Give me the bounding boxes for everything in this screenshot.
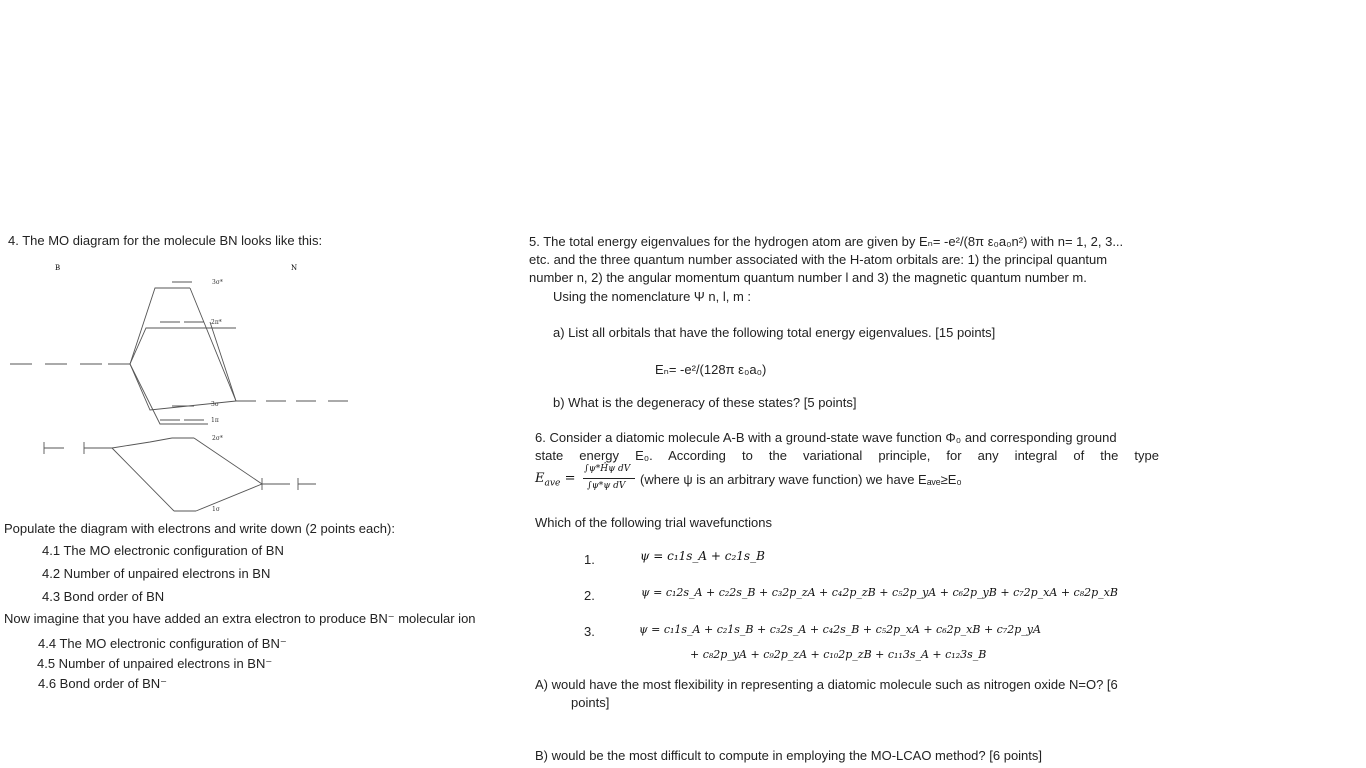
q6-line-1: 6. Consider a diatomic molecule A-B with a ground-state wave function Φ₀ and corresponding ground bbox=[535, 430, 1117, 445]
label-1pi: 1π bbox=[211, 417, 219, 424]
label-3sigma-star: 3σ* bbox=[212, 279, 223, 286]
q4-title: 4. The MO diagram for the molecule BN looks like this: bbox=[8, 233, 323, 248]
atom-label-left: B bbox=[55, 264, 61, 272]
q5-line-2: etc. and the three quantum number associated with the H-atom orbitals are: 1) the principal quantum bbox=[529, 252, 1108, 267]
q4-item-1: 4.1 The MO electronic configuration of BN bbox=[42, 543, 284, 558]
q4-item-3: 4.3 Bond order of BN bbox=[42, 589, 165, 604]
q5-part-b: b) What is the degeneracy of these states? [5 points] bbox=[553, 395, 857, 410]
q5-line-3: number n, 2) the angular momentum quantum number l and 3) the magnetic quantum number m. bbox=[529, 270, 1087, 285]
q5-part-a: a) List all orbitals that have the following total energy eigenvalues. [15 points] bbox=[553, 325, 996, 340]
label-3sigma: 3σ bbox=[211, 401, 219, 408]
mo-diagram bbox=[0, 258, 360, 518]
eave-lhs: E bbox=[535, 471, 545, 486]
q4-item-6: 4.6 Bond order of BN⁻ bbox=[38, 676, 167, 691]
eave-numerator: ∫ψ*Ĥψ dV bbox=[584, 464, 631, 474]
q6-part-A-cont: points] bbox=[571, 695, 610, 710]
trial-2-num: 2. bbox=[584, 588, 595, 603]
trial-3-eq: ψ = c₁1s_A + c₂1s_B + c₃2s_A + c₄2s_B + c₅2p_xA + c₆2p_xB + c₇2p_yA bbox=[639, 623, 1041, 636]
trial-1-eq: ψ = c₁1s_A + c₂1s_B bbox=[640, 549, 765, 563]
q5-line-1: 5. The total energy eigenvalues for the hydrogen atom are given by Eₙ= -e²/(8π ε₀a₀n²) with n= 1, 2, 3... bbox=[529, 234, 1124, 249]
trial-2-eq: ψ = c₁2s_A + c₂2s_B + c₃2p_zA + c₄2p_zB + c₅2p_yA + c₆2p_yB + c₇2p_xA + c₈2p_xB bbox=[641, 586, 1118, 599]
q4-populate: Populate the diagram with electrons and write down (2 points each): bbox=[4, 521, 395, 536]
trial-3-num: 3. bbox=[584, 624, 595, 639]
q6-part-A: A) would have the most flexibility in representing a diatomic molecule such as nitrogen oxide N=O? [6 bbox=[535, 677, 1118, 692]
label-2pi-star: 2π* bbox=[211, 319, 222, 326]
label-1sigma: 1σ bbox=[212, 506, 220, 513]
q6-which: Which of the following trial wavefunctions bbox=[535, 515, 773, 530]
q5-nomenclature: Using the nomenclature Ψ n, l, m : bbox=[553, 289, 752, 304]
q5-energy: Eₙ= -e²/(128π ε₀a₀) bbox=[655, 362, 767, 377]
q4-item-4: 4.4 The MO electronic configuration of BN⁻ bbox=[38, 636, 287, 651]
label-2sigma-star: 2σ* bbox=[212, 435, 223, 442]
q6-part-B: B) would be the most difficult to compute in employing the MO-LCAO method? [6 points] bbox=[535, 748, 1043, 763]
trial-3-eq-cont: + c₈2p_yA + c₉2p_zA + c₁₀2p_zB + c₁₁3s_A + c₁₂3s_B bbox=[690, 648, 987, 661]
eave-denominator: ∫ψ*ψ dV bbox=[587, 481, 626, 491]
q4-item-5: 4.5 Number of unpaired electrons in BN⁻ bbox=[37, 656, 273, 671]
fraction-bar bbox=[583, 478, 635, 479]
q4-ion-prompt: Now imagine that you have added an extra electron to produce BN⁻ molecular ion bbox=[4, 611, 476, 626]
q6-line-2: state energy E₀. According to the variational principle, for any integral of the type bbox=[535, 448, 1159, 463]
diagram-lines bbox=[10, 282, 348, 511]
eave-sub: ave bbox=[544, 478, 561, 489]
eave-formula: $E_{ave}$ = ∫ψ*Ĥψ dV ∫ψ*ψ dV bbox=[535, 464, 645, 498]
q6-line-3: (where ψ is an arbitrary wave function) we have Eₐᵥₑ≥E₀ bbox=[640, 472, 962, 487]
trial-1-num: 1. bbox=[584, 552, 595, 567]
atom-label-right: N bbox=[291, 264, 298, 272]
q4-item-2: 4.2 Number of unpaired electrons in BN bbox=[42, 566, 271, 581]
